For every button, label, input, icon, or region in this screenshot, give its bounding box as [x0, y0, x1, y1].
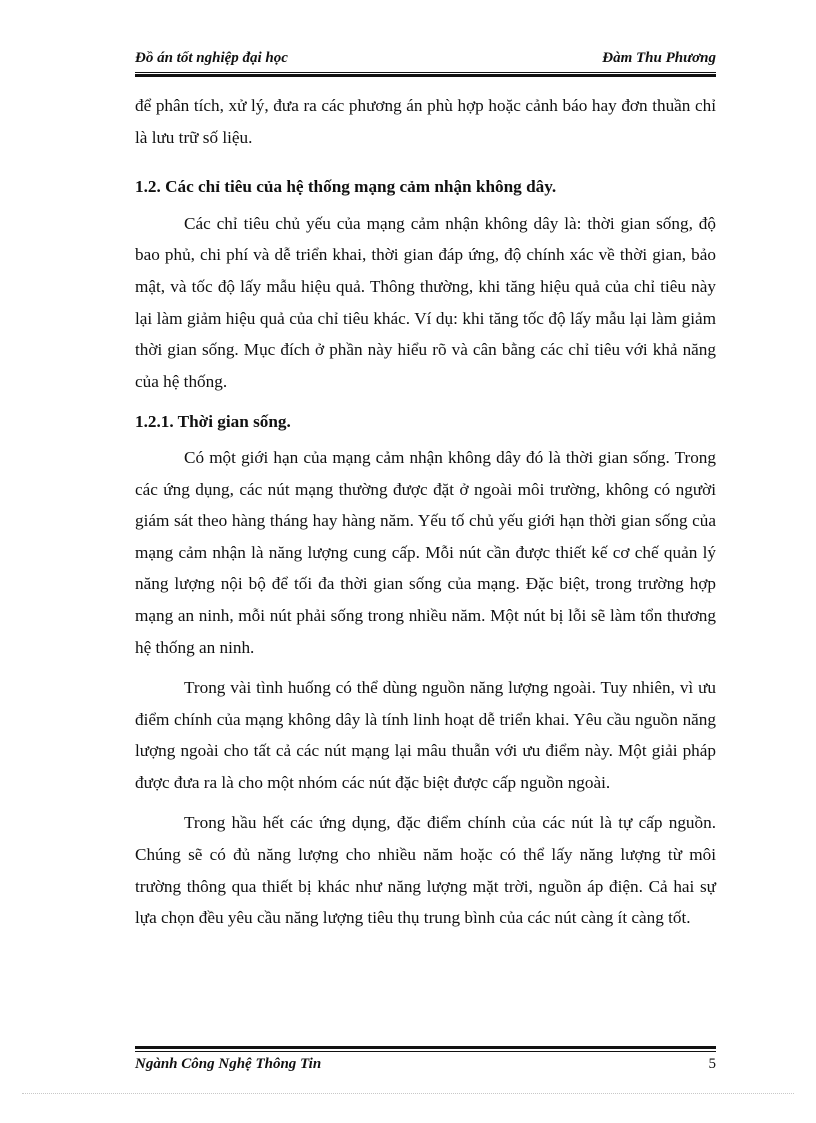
header-rule-thick	[135, 74, 716, 77]
paragraph-criteria-intro: Các chỉ tiêu chủ yếu của mạng cảm nhận không dây là: thời gian sống, độ bao phủ, chi phí và dễ triển khai, thời gian đáp ứng, độ chính xác về thời gian, bảo mật, và tốc độ lấy mẫu hiệu quả. Thông thường, khi tăng hiệu quả của chỉ tiêu này lại làm giảm hiệu quả của chỉ tiêu khác. Ví dụ: khi tăng tốc độ lấy mẫu lại làm giảm thời gian sống. Mục đích ở phần này hiểu rõ và cân bằng các chỉ tiêu với khả năng của hệ thống.	[135, 213, 716, 391]
paragraph-continuation: để phân tích, xử lý, đưa ra các phương án phù hợp hoặc cảnh báo hay đơn thuần chỉ là lưu trữ số liệu.	[135, 96, 716, 147]
page-header	[135, 48, 716, 72]
page-body	[135, 90, 716, 934]
page-footer	[135, 1054, 716, 1078]
footer-department: Ngành Công Nghệ Thông Tin	[135, 1056, 322, 1072]
header-rule-thin	[135, 72, 716, 73]
header-document-title: Đồ án tốt nghiệp đại học	[135, 50, 288, 66]
header-author-name: Đàm Thu Phương	[602, 50, 716, 66]
paragraph-lifetime: Có một giới hạn của mạng cảm nhận không dây đó là thời gian sống. Trong các ứng dụng, các nút mạng thường được đặt ở ngoài môi trường, không có người giám sát theo hàng tháng hay hàng năm. Yếu tố chủ yếu giới hạn thời gian sống của mạng cảm nhận là năng lượng cung cấp. Mỗi nút cần được thiết kế cơ chế quản lý năng lượng nội bộ để tối đa thời gian sống của mạng. Đặc biệt, trong trường hợp mạng an ninh, mỗi nút phải sống trong nhiều năm. Một nút bị lỗi sẽ làm tổn thương hệ thống an ninh.	[135, 447, 716, 657]
page-number: 5	[708, 1056, 716, 1072]
paragraph-self-powered: Trong hầu hết các ứng dụng, đặc điểm chính của các nút là tự cấp nguồn. Chúng sẽ có đủ năng lượng cho nhiều năm hoặc có thể lấy năng lượng từ môi trường thông qua thiết bị khác như năng lượng mặt trời, nguồn áp điện. Cả hai sự lựa chọn đều yêu cầu năng lượng tiêu thụ trung bình của các nút càng ít càng tốt.	[135, 813, 716, 928]
paragraph-external-power: Trong vài tình huống có thể dùng nguồn năng lượng ngoài. Tuy nhiên, vì ưu điểm chính của mạng không dây là tính linh hoạt dễ triển khai. Yêu cầu nguồn năng lượng ngoài cho tất cả các nút mạng lại mâu thuẫn với ưu điểm này. Một giải pháp được đưa ra là cho một nhóm các nút đặc biệt được cấp nguồn ngoài.	[135, 678, 716, 792]
page-edge-dotted-line	[22, 1093, 794, 1094]
footer-rule-thick	[135, 1046, 716, 1049]
footer-rule-thin	[135, 1051, 716, 1052]
subsection-heading-1-2-1: 1.2.1. Thời gian sống.	[135, 412, 291, 432]
section-heading-1-2: 1.2. Các chỉ tiêu của hệ thống mạng cảm nhận không dây.	[135, 177, 557, 197]
